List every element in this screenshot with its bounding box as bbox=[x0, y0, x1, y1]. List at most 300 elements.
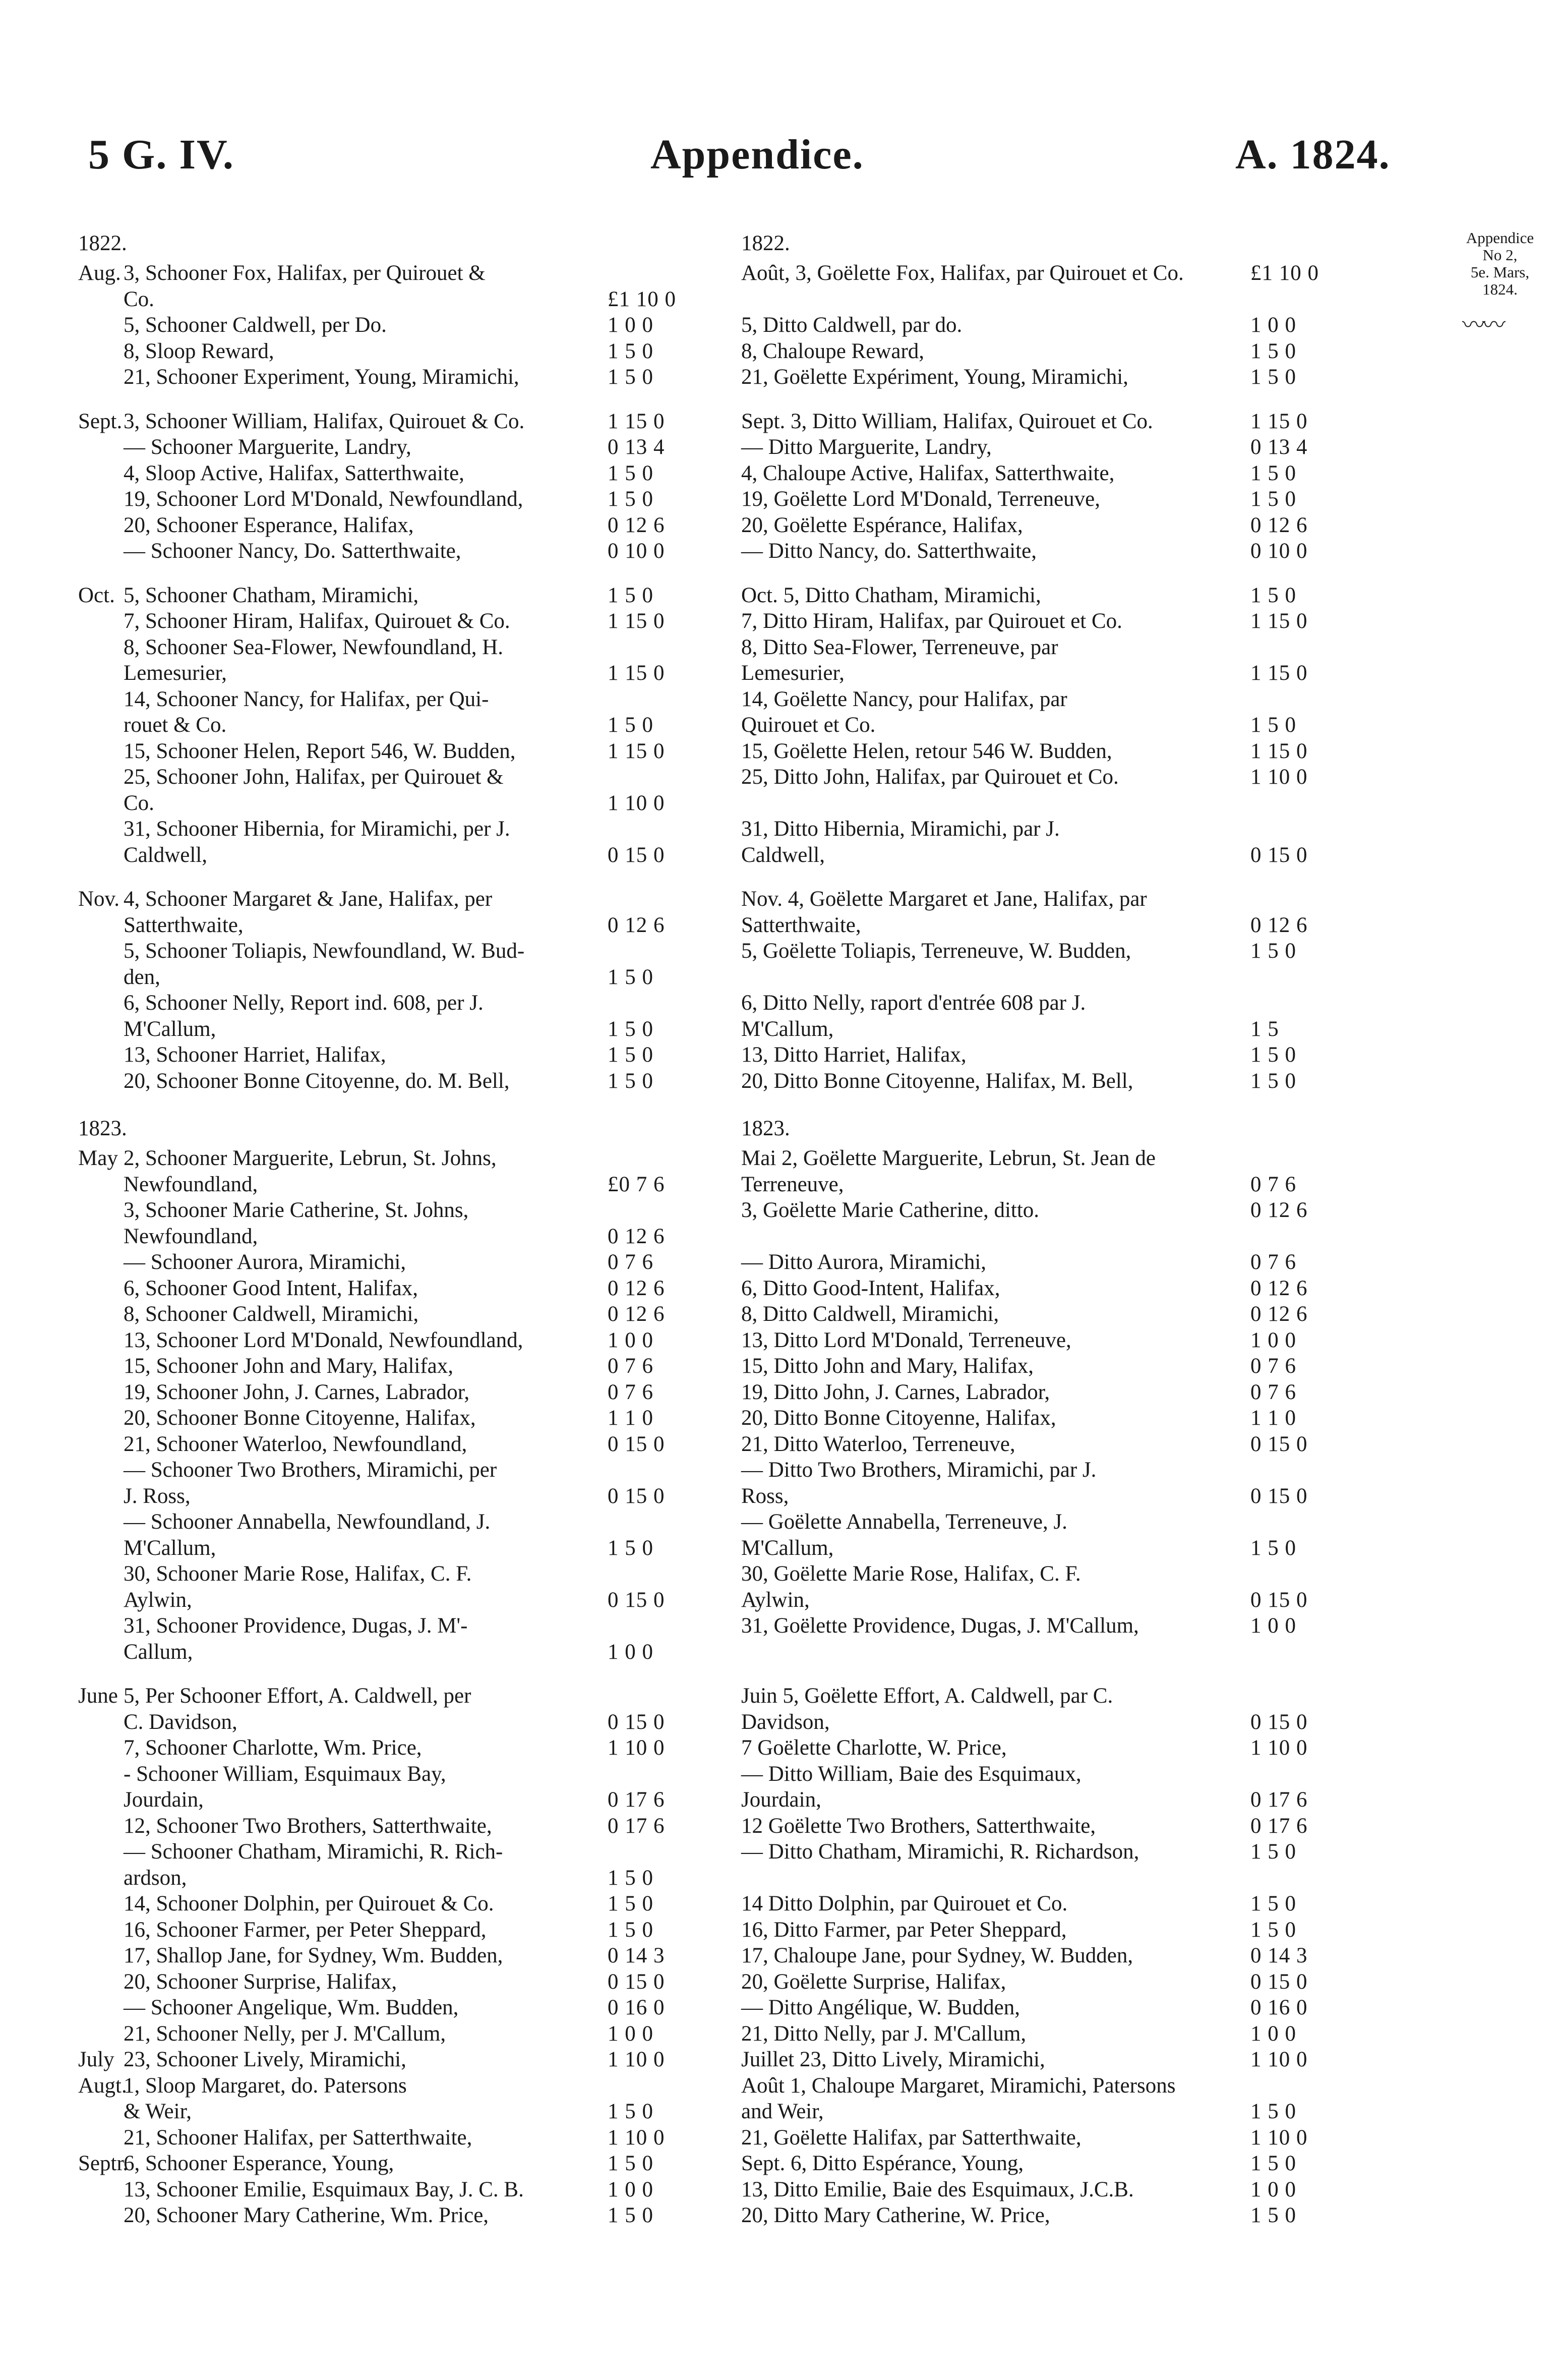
ledger-entry bbox=[78, 583, 729, 609]
entry-amount: 1 5 0 bbox=[1250, 1069, 1296, 1093]
year-heading bbox=[741, 227, 1392, 260]
entry-text: 5, Schooner Toliapis, Newfoundland, W. Bud- bbox=[124, 939, 525, 963]
entry-amount: 1 15 0 bbox=[1250, 661, 1308, 685]
ledger-entry bbox=[78, 364, 729, 390]
entry-text: — Ditto Two Brothers, Miramichi, par J. bbox=[741, 1458, 1097, 1482]
ledger-entry bbox=[741, 1787, 1392, 1813]
entry-amount: 1 5 0 bbox=[608, 1069, 653, 1093]
entry-text: Ross, bbox=[741, 1484, 789, 1508]
entry-text: 25, Schooner John, Halifax, per Quirouet & bbox=[124, 765, 504, 789]
ledger-entry bbox=[78, 1761, 729, 1787]
entry-amount: 0 12 6 bbox=[608, 913, 665, 937]
entry-amount: 1 1 0 bbox=[1250, 1406, 1296, 1430]
ledger-entry bbox=[78, 1405, 729, 1431]
entry-amount: 0 13 4 bbox=[608, 435, 665, 459]
ledger-entry bbox=[741, 1016, 1392, 1042]
entry-amount: 1 10 0 bbox=[608, 1736, 665, 1760]
ledger-entry bbox=[741, 738, 1392, 765]
ledger-entry bbox=[741, 912, 1392, 939]
entry-amount: 1 5 0 bbox=[1250, 1536, 1296, 1560]
entry-text: — Schooner Nancy, Do. Satterthwaite, bbox=[124, 539, 461, 563]
ledger-entry bbox=[78, 1839, 729, 1865]
entry-text: 23, Schooner Lively, Miramichi, bbox=[124, 2048, 406, 2071]
entry-text: — Schooner Angelique, Wm. Budden, bbox=[124, 1996, 459, 2019]
entry-text: Juillet 23, Ditto Lively, Miramichi, bbox=[741, 2048, 1045, 2071]
entry-text: — Ditto Marguerite, Landry, bbox=[741, 435, 992, 459]
entry-month: July bbox=[78, 2048, 114, 2071]
ledger-entry bbox=[78, 1735, 729, 1761]
entry-text: 13, Ditto Harriet, Halifax, bbox=[741, 1043, 967, 1067]
entry-amount: 0 7 6 bbox=[1250, 1172, 1296, 1196]
entry-text: 19, Schooner Lord M'Donald, Newfoundland, bbox=[124, 487, 523, 511]
entry-text: Co. bbox=[124, 287, 154, 311]
entry-text: Aylwin, bbox=[741, 1588, 810, 1612]
entry-text: Jourdain, bbox=[124, 1788, 204, 1812]
entry-amount: 1 5 0 bbox=[1250, 1892, 1296, 1915]
entry-month: Septr. bbox=[78, 2152, 129, 2175]
entry-text: 6, Schooner Nelly, Report ind. 608, per J. bbox=[124, 991, 484, 1015]
ledger-entry bbox=[741, 1405, 1392, 1431]
entry-text: 20, Schooner Surprise, Halifax, bbox=[124, 1969, 397, 1994]
entry-amount: 0 12 6 bbox=[608, 1276, 665, 1300]
entry-amount: 1 5 0 bbox=[1250, 2100, 1296, 2123]
ledger-entry bbox=[78, 2073, 729, 2099]
margin-note bbox=[1447, 229, 1553, 298]
entry-month: Sept. bbox=[78, 409, 123, 433]
entry-amount: 1 10 0 bbox=[1250, 1736, 1308, 1760]
entry-text: 20, Goëlette Surprise, Halifax, bbox=[741, 1969, 1006, 1994]
entry-amount: 1 5 0 bbox=[1250, 461, 1296, 485]
entry-month: Aug. bbox=[78, 261, 121, 285]
entry-amount: 1 10 0 bbox=[1250, 2125, 1308, 2150]
entry-text: — Ditto Angélique, W. Budden, bbox=[741, 1996, 1020, 2019]
year-heading bbox=[78, 1112, 729, 1145]
ledger-entry bbox=[78, 1275, 729, 1302]
entry-text: 4, Chaloupe Active, Halifax, Satterthwaite, bbox=[741, 461, 1115, 485]
entry-text: — Schooner Marguerite, Landry, bbox=[124, 435, 411, 459]
ledger-entry bbox=[78, 1145, 729, 1172]
ledger-entry bbox=[741, 1683, 1392, 1709]
entry-text: 4, Sloop Active, Halifax, Satterthwaite, bbox=[124, 461, 464, 485]
ledger-entry bbox=[741, 364, 1392, 390]
entry-text: 13, Ditto Emilie, Baie des Esquimaux, J.C.B. bbox=[741, 2177, 1134, 2201]
ledger-entry bbox=[78, 1431, 729, 1458]
ledger-entry bbox=[741, 1535, 1392, 1561]
entry-text: 7, Schooner Hiram, Halifax, Quirouet & Co. bbox=[124, 609, 510, 633]
ledger-entry bbox=[741, 686, 1392, 713]
entry-text: rouet & Co. bbox=[124, 713, 227, 737]
margin-note-line: 1824. bbox=[1482, 280, 1518, 298]
entry-text: Lemesurier, bbox=[124, 661, 227, 685]
entry-text: Août, 3, Goëlette Fox, Halifax, par Quirouet et Co. bbox=[741, 261, 1184, 285]
ledger-entry bbox=[741, 1431, 1392, 1458]
entry-amount: 1 5 0 bbox=[608, 487, 653, 511]
ledger-entry bbox=[741, 2073, 1392, 2099]
ledger-entry bbox=[78, 1787, 729, 1813]
entry-text: 6, Schooner Good Intent, Halifax, bbox=[124, 1276, 418, 1300]
entry-text: — Ditto Nancy, do. Satterthwaite, bbox=[741, 539, 1037, 563]
entry-text: — Ditto Aurora, Miramichi, bbox=[741, 1250, 987, 1274]
entry-amount: 0 7 6 bbox=[1250, 1354, 1296, 1378]
ledger-entry bbox=[78, 2099, 729, 2125]
ledger-entry bbox=[741, 1709, 1392, 1735]
ledger-entry bbox=[78, 1943, 729, 1969]
entry-amount: 1 0 0 bbox=[608, 2177, 653, 2201]
ledger-entry bbox=[78, 608, 729, 634]
entry-text: Satterthwaite, bbox=[124, 913, 244, 937]
entry-text: Caldwell, bbox=[124, 843, 207, 867]
entry-amount: 0 12 6 bbox=[1250, 1198, 1308, 1222]
entry-text: 19, Goëlette Lord M'Donald, Terreneuve, bbox=[741, 487, 1101, 511]
entry-text: Aylwin, bbox=[124, 1588, 192, 1612]
ledger-entry bbox=[741, 1249, 1392, 1275]
ledger-entry bbox=[78, 1995, 729, 2021]
entry-amount: 1 15 0 bbox=[608, 739, 665, 763]
entry-amount: 1 10 0 bbox=[608, 2125, 665, 2150]
ledger-entry bbox=[78, 1042, 729, 1068]
ledger-entry bbox=[78, 990, 729, 1016]
entry-amount: 0 14 3 bbox=[1250, 1944, 1308, 1967]
entry-text: 21, Schooner Experiment, Young, Miramichi, bbox=[124, 365, 519, 389]
ledger-entry bbox=[741, 1197, 1392, 1224]
entry-text: — Ditto Chatham, Miramichi, R. Richardson, bbox=[741, 1840, 1139, 1864]
entry-text: 14, Goëlette Nancy, pour Halifax, par bbox=[741, 687, 1067, 711]
entry-text: 20, Goëlette Espérance, Halifax, bbox=[741, 513, 1023, 537]
entry-text: 8, Schooner Sea-Flower, Newfoundland, H. bbox=[124, 635, 504, 659]
entry-amount: 1 5 0 bbox=[608, 2100, 653, 2123]
ledger-entry bbox=[741, 1865, 1392, 1891]
english-column bbox=[78, 227, 729, 2229]
entry-amount: 1 5 0 bbox=[608, 1918, 653, 1942]
ledger-entry bbox=[78, 764, 729, 790]
ledger-entry bbox=[78, 1457, 729, 1483]
entry-text: 15, Goëlette Helen, retour 546 W. Budden, bbox=[741, 739, 1112, 763]
entry-amount: 0 12 6 bbox=[608, 1302, 665, 1326]
entry-text: Sept. 3, Ditto William, Halifax, Quirouet et Co. bbox=[741, 409, 1153, 433]
flourish-ornament: 〰〰 bbox=[1462, 312, 1503, 338]
entry-text: Newfoundland, bbox=[124, 1224, 258, 1248]
entry-amount: 1 5 0 bbox=[1250, 1043, 1296, 1067]
entry-amount: £1 10 0 bbox=[1250, 261, 1319, 285]
entry-amount: 0 10 0 bbox=[608, 539, 665, 563]
entry-text: 21, Goëlette Halifax, par Satterthwaite, bbox=[741, 2125, 1082, 2150]
ledger-entry bbox=[741, 338, 1392, 365]
ledger-entry bbox=[78, 312, 729, 338]
entry-text: M'Callum, bbox=[741, 1536, 834, 1560]
ledger-entry bbox=[741, 1483, 1392, 1510]
entry-amount: 1 5 0 bbox=[608, 1536, 653, 1560]
section-gap bbox=[78, 390, 729, 409]
session-label: 5 G. IV. bbox=[88, 131, 234, 178]
ledger-entry bbox=[78, 1639, 729, 1665]
ledger-entry bbox=[78, 409, 729, 435]
entry-text: M'Callum, bbox=[741, 1017, 834, 1041]
entry-text: 30, Schooner Marie Rose, Halifax, C. F. bbox=[124, 1562, 472, 1586]
section-gap bbox=[78, 1094, 729, 1112]
entry-text: and Weir, bbox=[741, 2100, 824, 2123]
ledger-entry bbox=[741, 1457, 1392, 1483]
entry-amount: 0 12 6 bbox=[1250, 1276, 1308, 1300]
ledger-entry bbox=[78, 338, 729, 365]
entry-text: 31, Ditto Hibernia, Miramichi, par J. bbox=[741, 817, 1060, 841]
entry-amount: 1 5 0 bbox=[1250, 2152, 1296, 2175]
ledger-entry bbox=[78, 1353, 729, 1379]
entry-text: 31, Schooner Hibernia, for Miramichi, per J. bbox=[124, 817, 510, 841]
page-title: Appendice. bbox=[650, 131, 864, 178]
entry-amount: 1 5 0 bbox=[608, 1892, 653, 1915]
ledger-entry bbox=[78, 964, 729, 991]
entry-amount: £1 10 0 bbox=[608, 287, 676, 311]
entry-text: Sept. 6, Ditto Espérance, Young, bbox=[741, 2152, 1024, 2175]
entry-text: Nov. 4, Goëlette Margaret et Jane, Halifax, par bbox=[741, 887, 1147, 911]
ledger-entry bbox=[741, 1509, 1392, 1535]
entry-text: 19, Ditto John, J. Carnes, Labrador, bbox=[741, 1380, 1050, 1404]
entry-text: Davidson, bbox=[741, 1710, 830, 1734]
entry-amount: 1 5 0 bbox=[1250, 939, 1296, 963]
entry-text: Callum, bbox=[124, 1640, 193, 1664]
entry-amount: 1 0 0 bbox=[1250, 313, 1296, 337]
entry-amount: 0 15 0 bbox=[1250, 843, 1308, 867]
entry-amount: 0 16 0 bbox=[1250, 1996, 1308, 2019]
ledger-entry bbox=[741, 608, 1392, 634]
ledger-entry bbox=[78, 816, 729, 842]
entry-amount: 0 7 6 bbox=[608, 1250, 653, 1274]
entry-amount: 1 5 0 bbox=[1250, 365, 1296, 389]
entry-amount: 1 5 0 bbox=[1250, 713, 1296, 737]
ledger-entry bbox=[78, 938, 729, 964]
entry-amount: £0 7 6 bbox=[608, 1172, 665, 1196]
ledger-entry bbox=[741, 1145, 1392, 1172]
entry-text: 21, Ditto Waterloo, Terreneuve, bbox=[741, 1432, 1015, 1456]
entry-amount: 1 15 0 bbox=[608, 609, 665, 633]
entry-text: 14, Schooner Dolphin, per Quirouet & Co. bbox=[124, 1892, 494, 1915]
entry-month: 1822. bbox=[741, 231, 790, 255]
ledger-entry bbox=[741, 816, 1392, 842]
entry-text: 6, Ditto Nelly, raport d'entrée 608 par J. bbox=[741, 991, 1086, 1015]
entry-text: Co. bbox=[124, 791, 154, 815]
ledger-entry bbox=[741, 1224, 1392, 1250]
entry-amount: 0 15 0 bbox=[608, 1588, 665, 1612]
entry-text: 5, Goëlette Toliapis, Terreneuve, W. Budden, bbox=[741, 939, 1131, 963]
entry-text: 8, Sloop Reward, bbox=[124, 339, 274, 363]
ledger-entry bbox=[78, 660, 729, 686]
ledger-entry bbox=[78, 1561, 729, 1587]
ledger-entry bbox=[741, 1639, 1392, 1665]
entry-amount: 1 5 0 bbox=[608, 2152, 653, 2175]
ledger-entry bbox=[78, 1891, 729, 1917]
entry-amount: 0 12 6 bbox=[608, 1224, 665, 1248]
ledger-entry bbox=[741, 260, 1392, 286]
ledger-entry bbox=[78, 912, 729, 939]
entry-amount: 1 10 0 bbox=[1250, 765, 1308, 789]
entry-text: — Schooner Chatham, Miramichi, R. Rich- bbox=[124, 1840, 503, 1864]
entry-text: 2, Schooner Marguerite, Lebrun, St. Johns, bbox=[124, 1146, 497, 1170]
entry-text: 20, Schooner Esperance, Halifax, bbox=[124, 513, 414, 537]
entry-text: 21, Schooner Nelly, per J. M'Callum, bbox=[124, 2021, 446, 2046]
entry-text: Satterthwaite, bbox=[741, 913, 861, 937]
entry-amount: 1 15 0 bbox=[1250, 739, 1308, 763]
ledger-entry bbox=[741, 2151, 1392, 2177]
entry-text: 14, Schooner Nancy, for Halifax, per Qui- bbox=[124, 687, 489, 711]
entry-text: M'Callum, bbox=[124, 1536, 216, 1560]
ledger-entry bbox=[78, 2202, 729, 2229]
page-header bbox=[0, 130, 1562, 186]
entry-amount: 0 15 0 bbox=[1250, 1710, 1308, 1734]
ledger-entry bbox=[741, 1613, 1392, 1639]
ledger-entry bbox=[741, 886, 1392, 912]
margin-note-line: No 2, bbox=[1482, 246, 1518, 264]
year-heading bbox=[741, 1112, 1392, 1145]
margin-note-line: 5e. Mars, bbox=[1470, 263, 1530, 281]
entry-amount: 0 10 0 bbox=[1250, 539, 1308, 563]
section-gap bbox=[741, 868, 1392, 886]
ledger-entry bbox=[78, 686, 729, 713]
ledger-entry bbox=[78, 842, 729, 868]
year-heading bbox=[78, 227, 729, 260]
entry-text: — Schooner Annabella, Newfoundland, J. bbox=[124, 1510, 491, 1534]
ledger-entry bbox=[78, 2177, 729, 2203]
ledger-entry bbox=[741, 1917, 1392, 1943]
ledger-entry bbox=[741, 312, 1392, 338]
entry-amount: 0 15 0 bbox=[1250, 1432, 1308, 1456]
entry-amount: 0 15 0 bbox=[608, 1484, 665, 1508]
entry-text: 19, Schooner John, J. Carnes, Labrador, bbox=[124, 1380, 470, 1404]
entry-amount: 0 15 0 bbox=[1250, 1969, 1308, 1994]
ledger-entry bbox=[741, 1353, 1392, 1379]
entry-text: 20, Schooner Bonne Citoyenne, do. M. Bell, bbox=[124, 1069, 510, 1093]
section-gap bbox=[78, 868, 729, 886]
ledger-entry bbox=[78, 1535, 729, 1561]
ledger-entry bbox=[741, 1813, 1392, 1839]
entry-amount: 1 5 0 bbox=[1250, 2203, 1296, 2227]
entry-text: 20, Ditto Bonne Citoyenne, Halifax, bbox=[741, 1406, 1056, 1430]
entry-amount: 1 0 0 bbox=[1250, 1614, 1296, 1638]
entry-amount: 1 5 0 bbox=[608, 713, 653, 737]
entry-amount: 1 5 0 bbox=[608, 2203, 653, 2227]
ledger-entry bbox=[741, 938, 1392, 964]
entry-text: 3, Schooner Marie Catherine, St. Johns, bbox=[124, 1198, 469, 1222]
entry-text: 6, Ditto Good-Intent, Halifax, bbox=[741, 1276, 1000, 1300]
entry-amount: 0 15 0 bbox=[608, 843, 665, 867]
entry-amount: 0 17 6 bbox=[1250, 1814, 1308, 1838]
entry-text: 30, Goëlette Marie Rose, Halifax, C. F. bbox=[741, 1562, 1081, 1586]
entry-text: 13, Schooner Harriet, Halifax, bbox=[124, 1043, 386, 1067]
ledger-entry bbox=[78, 486, 729, 512]
ledger-entry bbox=[741, 1995, 1392, 2021]
entry-amount: 1 15 0 bbox=[608, 409, 665, 433]
entry-text: den, bbox=[124, 965, 160, 989]
entry-text: 8, Ditto Sea-Flower, Terreneuve, par bbox=[741, 635, 1058, 659]
ledger-entry bbox=[741, 1561, 1392, 1587]
ledger-entry bbox=[78, 1379, 729, 1406]
ledger-entry bbox=[78, 634, 729, 661]
entry-text: 12 Goëlette Two Brothers, Satterthwaite, bbox=[741, 1814, 1096, 1838]
ledger-entry bbox=[741, 1761, 1392, 1787]
entry-text: 7 Goëlette Charlotte, W. Price, bbox=[741, 1736, 1007, 1760]
entry-text: 5, Per Schooner Effort, A. Caldwell, per bbox=[124, 1684, 471, 1708]
entry-amount: 0 17 6 bbox=[608, 1814, 665, 1838]
entry-text: Août 1, Chaloupe Margaret, Miramichi, Patersons bbox=[741, 2073, 1176, 2098]
ledger-entry bbox=[741, 2177, 1392, 2203]
entry-month: Augt. bbox=[78, 2073, 127, 2098]
entry-text: Quirouet et Co. bbox=[741, 713, 876, 737]
entry-text: 7, Schooner Charlotte, Wm. Price, bbox=[124, 1736, 422, 1760]
ledger-entry bbox=[741, 1301, 1392, 1327]
ledger-entry bbox=[78, 2125, 729, 2151]
entry-text: 17, Chaloupe Jane, pour Sydney, W. Budden, bbox=[741, 1944, 1133, 1967]
entry-text: Newfoundland, bbox=[124, 1172, 258, 1196]
ledger-entry bbox=[78, 1483, 729, 1510]
ledger-entry bbox=[741, 538, 1392, 564]
entry-amount: 1 0 0 bbox=[1250, 2021, 1296, 2046]
entry-text: — Schooner Two Brothers, Miramichi, per bbox=[124, 1458, 497, 1482]
entry-text: 5, Schooner Caldwell, per Do. bbox=[124, 313, 387, 337]
entry-amount: 0 7 6 bbox=[1250, 1250, 1296, 1274]
entry-amount: 1 15 0 bbox=[1250, 409, 1308, 433]
ledger-entry bbox=[78, 1865, 729, 1891]
entry-text: Oct. 5, Ditto Chatham, Miramichi, bbox=[741, 583, 1041, 607]
ledger-entry bbox=[78, 512, 729, 539]
ledger-entry bbox=[78, 1068, 729, 1094]
entry-text: 6, Schooner Esperance, Young, bbox=[124, 2152, 394, 2175]
entry-text: 31, Schooner Providence, Dugas, J. M'- bbox=[124, 1614, 468, 1638]
entry-text: 1, Sloop Margaret, do. Patersons bbox=[124, 2073, 407, 2098]
ledger-entry bbox=[741, 2021, 1392, 2047]
ledger-entry bbox=[741, 790, 1392, 817]
entry-amount: 1 5 0 bbox=[608, 1017, 653, 1041]
entry-amount: 0 17 6 bbox=[608, 1788, 665, 1812]
ledger-entry bbox=[741, 583, 1392, 609]
entry-text: M'Callum, bbox=[124, 1017, 216, 1041]
entry-amount: 1 5 0 bbox=[608, 339, 653, 363]
entry-text: — Goëlette Annabella, Terreneuve, J. bbox=[741, 1510, 1067, 1534]
ledger-entry bbox=[741, 409, 1392, 435]
entry-amount: 1 15 0 bbox=[608, 661, 665, 685]
entry-month: Nov. bbox=[78, 887, 120, 911]
ledger-entry bbox=[78, 738, 729, 765]
ledger-entry bbox=[741, 1735, 1392, 1761]
entry-text: 21, Goëlette Expériment, Young, Miramichi, bbox=[741, 365, 1128, 389]
ledger-entry bbox=[78, 2151, 729, 2177]
ledger-entry bbox=[78, 1197, 729, 1224]
ledger-entry bbox=[78, 1224, 729, 1250]
year-label: A. 1824. bbox=[1235, 131, 1391, 178]
ledger-entry bbox=[741, 434, 1392, 460]
ledger-entry bbox=[741, 512, 1392, 539]
ledger-entry bbox=[78, 1016, 729, 1042]
entry-text: ardson, bbox=[124, 1866, 187, 1890]
ledger-entry bbox=[741, 1379, 1392, 1406]
entry-amount: 0 15 0 bbox=[608, 1710, 665, 1734]
entry-amount: 1 0 0 bbox=[1250, 1328, 1296, 1352]
ledger-entry bbox=[741, 842, 1392, 868]
ledger-entry bbox=[741, 2202, 1392, 2229]
entry-amount: 1 5 0 bbox=[608, 965, 653, 989]
ledger-entry bbox=[78, 1613, 729, 1639]
entry-text: 14 Ditto Dolphin, par Quirouet et Co. bbox=[741, 1892, 1068, 1915]
entry-text: 5, Schooner Chatham, Miramichi, bbox=[124, 583, 419, 607]
ledger-entry bbox=[741, 2125, 1392, 2151]
entry-amount: 0 12 6 bbox=[1250, 1302, 1308, 1326]
entry-text: 20, Schooner Bonne Citoyenne, Halifax, bbox=[124, 1406, 476, 1430]
entry-text: 21, Ditto Nelly, par J. M'Callum, bbox=[741, 2021, 1027, 2046]
entry-text: 5, Ditto Caldwell, par do. bbox=[741, 313, 963, 337]
ledger-entry bbox=[741, 1327, 1392, 1354]
entry-amount: 0 17 6 bbox=[1250, 1788, 1308, 1812]
ledger-entry bbox=[741, 1042, 1392, 1068]
entry-text: 15, Ditto John and Mary, Halifax, bbox=[741, 1354, 1034, 1378]
ledger-entry bbox=[78, 790, 729, 817]
